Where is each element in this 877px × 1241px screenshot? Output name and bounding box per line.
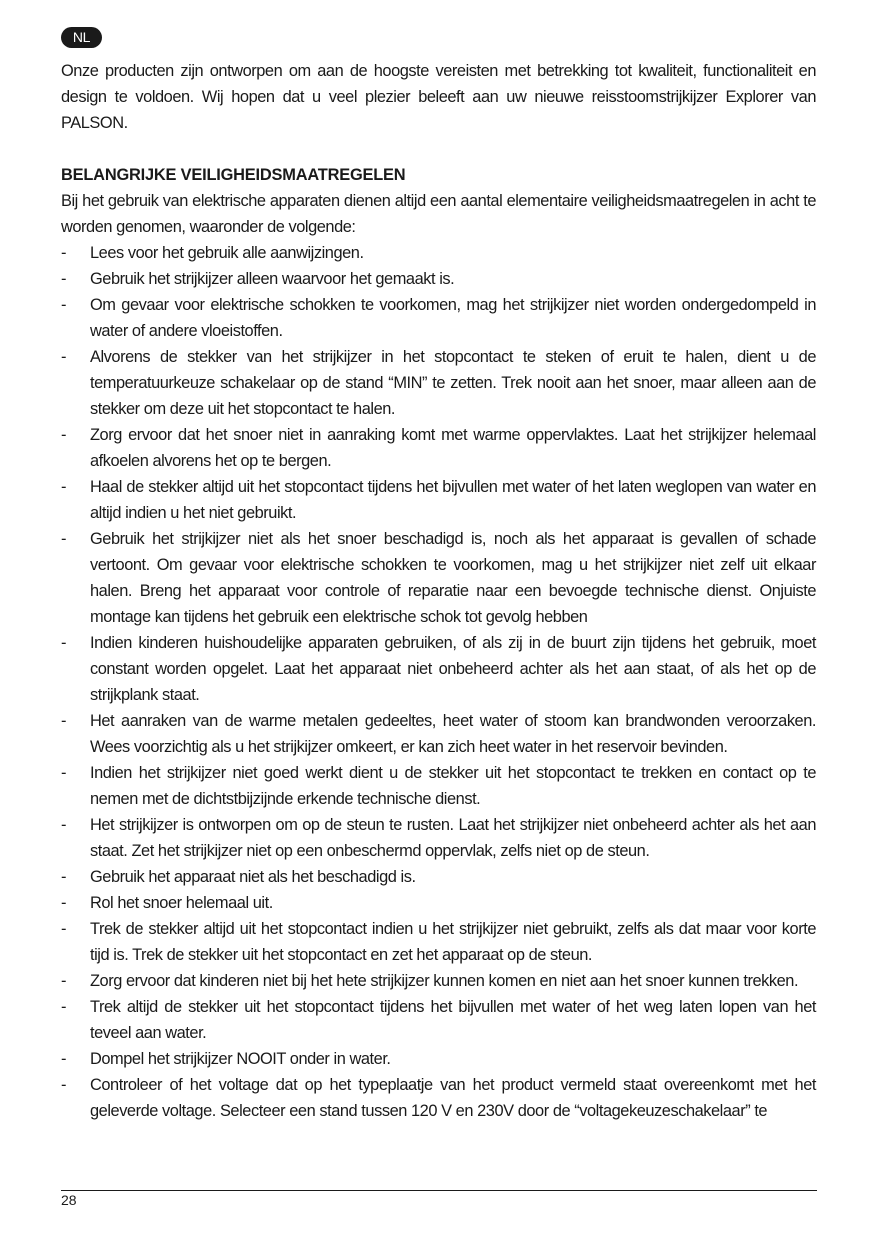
list-item <box>61 890 816 916</box>
intro-paragraph: Onze producten zijn ontworpen om aan de hoogste vereisten met betrekking tot kwaliteit, functionaliteit en design te voldoen. Wij hopen dat u veel plezier beleeft aan uw nieuwe reisstoomstrijkijzer Explorer van PALSON. <box>61 62 816 132</box>
bullet-dash: - <box>61 894 67 912</box>
list-item <box>61 344 816 422</box>
bullet-dash: - <box>61 998 67 1016</box>
list-item <box>61 1046 816 1072</box>
list-item-text: Rol het snoer helemaal uit. <box>90 894 273 912</box>
list-item <box>61 864 816 890</box>
list-item <box>61 630 816 708</box>
list-item-text: Indien het strijkijzer niet goed werkt dient u de stekker uit het stopcontact te trekken en contact op te nemen met de dichtstbijzijnde erkende technische dienst. <box>90 764 816 808</box>
list-item <box>61 708 816 760</box>
language-badge: NL <box>61 27 102 48</box>
list-item <box>61 994 816 1046</box>
section-heading: BELANGRIJKE VEILIGHEIDSMAATREGELEN <box>61 166 406 184</box>
bullet-dash: - <box>61 270 67 288</box>
section-lead: Bij het gebruik van elektrische apparaten dienen altijd een aantal elementaire veiligheidsmaatregelen in acht te worden genomen, waaronder de volgende: <box>61 192 816 236</box>
list-item-text: Het aanraken van de warme metalen gedeeltes, heet water of stoom kan brandwonden veroorzaken. Wees voorzichtig als u het strijkijzer omkeert, er kan zich heet water in het reservoir bevinden. <box>90 712 816 756</box>
list-item-text: Het strijkijzer is ontworpen om op de steun te rusten. Laat het strijkijzer niet onbeheerd achter als het aan staat. Zet het strijkijzer niet op een onbeschermd oppervlak, zelfs niet op de steun. <box>90 816 816 860</box>
list-item-text: Zorg ervoor dat kinderen niet bij het hete strijkijzer kunnen komen en niet aan het snoer kunnen trekken. <box>90 972 799 990</box>
bullet-dash: - <box>61 296 67 314</box>
footer-divider <box>61 1190 817 1191</box>
list-item-text: Indien kinderen huishoudelijke apparaten gebruiken, of als zij in de buurt zijn tijdens het gebruik, moet constant worden opgelet. Laat het apparaat niet onbeheerd achter als het aan staat, of als het op de strijkplank staat. <box>90 634 816 704</box>
bullet-dash: - <box>61 920 67 938</box>
list-item-text: Lees voor het gebruik alle aanwijzingen. <box>90 244 364 262</box>
bullet-dash: - <box>61 972 67 990</box>
list-item <box>61 474 816 526</box>
bullet-dash: - <box>61 530 67 548</box>
list-item-text: Gebruik het apparaat niet als het beschadigd is. <box>90 868 416 886</box>
page-number: 28 <box>61 1192 77 1208</box>
bullet-dash: - <box>61 868 67 886</box>
list-item <box>61 240 816 266</box>
list-item-text: Gebruik het strijkijzer niet als het snoer beschadigd is, noch als het apparaat is gevallen of schade vertoont. Om gevaar voor elektrische schokken te voorkomen, mag u het strijkijzer niet zelf uit elkaar halen. Breng het apparaat voor controle of reparatie naar een bevoegde technische dienst. Onjuiste montage kan tijdens het gebruik een elektrische schok tot gevolg hebben <box>90 530 816 626</box>
bullet-dash: - <box>61 1076 67 1094</box>
list-item <box>61 760 816 812</box>
list-item <box>61 422 816 474</box>
list-item-text: Trek de stekker altijd uit het stopcontact indien u het strijkijzer niet gebruikt, zelfs als dat maar voor korte tijd is. Trek de stekker uit het stopcontact en zet het apparaat op de steun. <box>90 920 816 964</box>
list-item <box>61 292 816 344</box>
list-item-text: Om gevaar voor elektrische schokken te voorkomen, mag het strijkijzer niet worden ondergedompeld in water of andere vloeistoffen. <box>90 296 816 340</box>
bullet-dash: - <box>61 426 67 444</box>
list-item-text: Alvorens de stekker van het strijkijzer in het stopcontact te steken of eruit te halen, dient u de temperatuurkeuze schakelaar op de stand “MIN” te zetten. Trek nooit aan het snoer, maar alleen aan de stekker om deze uit het stopcontact te halen. <box>90 348 816 418</box>
bullet-dash: - <box>61 764 67 782</box>
bullet-dash: - <box>61 244 67 262</box>
bullet-dash: - <box>61 712 67 730</box>
bullet-dash: - <box>61 348 67 366</box>
list-item-text: Gebruik het strijkijzer alleen waarvoor het gemaakt is. <box>90 270 455 288</box>
list-item <box>61 968 816 994</box>
list-item <box>61 812 816 864</box>
bullet-dash: - <box>61 816 67 834</box>
list-item <box>61 1072 816 1124</box>
bullet-dash: - <box>61 1050 67 1068</box>
list-item-text: Zorg ervoor dat het snoer niet in aanraking komt met warme oppervlaktes. Laat het strijkijzer helemaal afkoelen alvorens het op te bergen. <box>90 426 816 470</box>
list-item-text: Controleer of het voltage dat op het typeplaatje van het product vermeld staat overeenkomt met het geleverde voltage. Selecteer een stand tussen 120 V en 230V door de “voltagekeuzeschakelaar” te <box>90 1076 816 1120</box>
list-item <box>61 916 816 968</box>
list-item-text: Trek altijd de stekker uit het stopcontact tijdens het bijvullen met water of het weg laten lopen van het teveel aan water. <box>90 998 816 1042</box>
list-item <box>61 266 816 292</box>
content <box>61 58 816 1124</box>
list-item <box>61 526 816 630</box>
list-item-text: Dompel het strijkijzer NOOIT onder in water. <box>90 1050 391 1068</box>
bullet-dash: - <box>61 634 67 652</box>
bullet-dash: - <box>61 478 67 496</box>
safety-list <box>61 240 816 1124</box>
list-item-text: Haal de stekker altijd uit het stopcontact tijdens het bijvullen met water of het laten weglopen van water en altijd indien u het niet gebruikt. <box>90 478 816 522</box>
